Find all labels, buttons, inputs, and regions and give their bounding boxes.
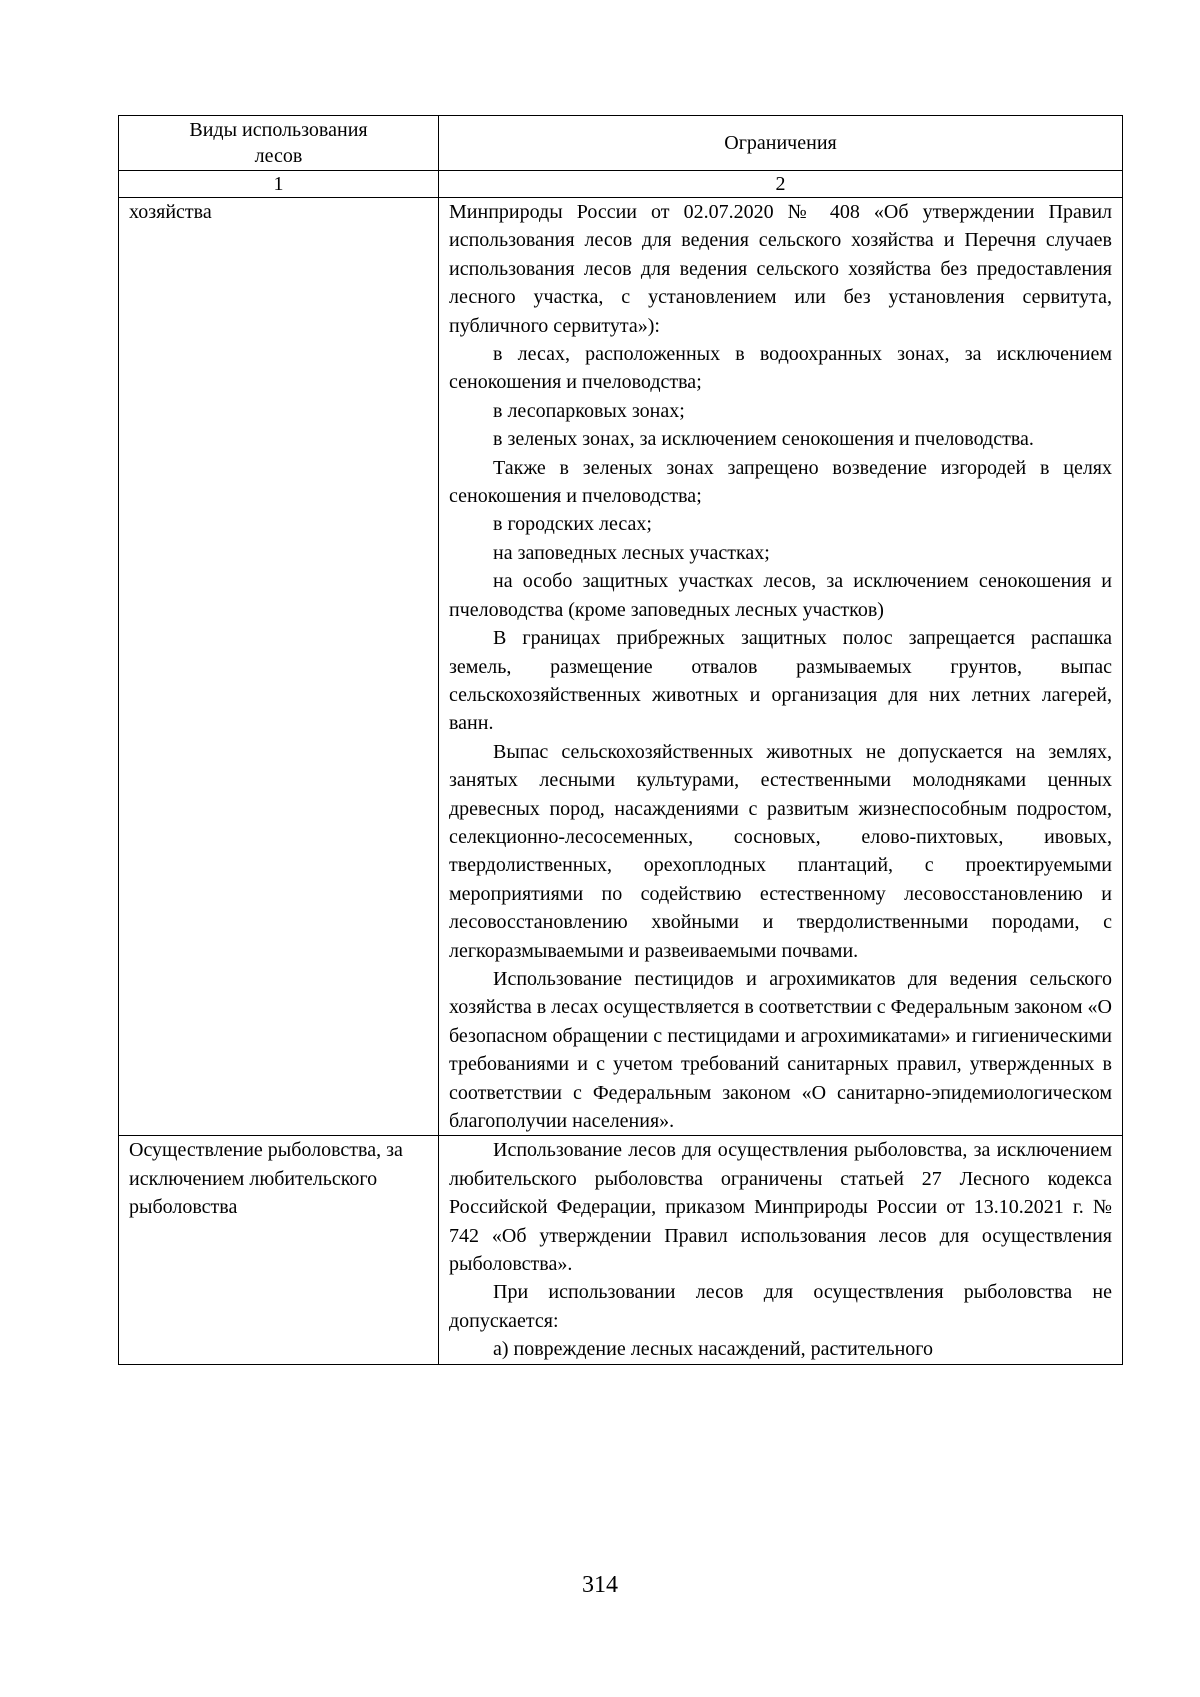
- restrictions-cell: [439, 198, 1123, 1136]
- table-row: [119, 1136, 1123, 1364]
- restriction-paragraph: в лесах, расположенных в водоохранных зонах, за исключением сенокошения и пчеловодства;: [449, 343, 1112, 394]
- restriction-paragraph: Также в зеленых зонах запрещено возведение изгородей в целях сенокошения и пчеловодства;: [449, 456, 1112, 508]
- restriction-paragraph: в городских лесах;: [493, 513, 652, 536]
- restriction-paragraph: Минприроды России от 02.07.2020 № 408 «Об утверждении Правил использования лесов для ведения сельского хозяйства и Перечня случаев использования лесов для ведения сельского хозяйства без предоставления лесного участка, с установлением или без установления сервитута, публичного сервитута»):: [449, 201, 1112, 337]
- restrictions-cell: [439, 1136, 1123, 1364]
- page-number: 314: [582, 1572, 618, 1598]
- restrictions-table: [118, 115, 1123, 1365]
- restriction-paragraph: В границах прибрежных защитных полос запрещается распашка земель, размещение отвалов размываемых грунтов, выпас сельскохозяйственных животных и организация для них летних лагерей, ванн.: [449, 627, 1112, 735]
- forest-use-cell: хозяйства: [119, 198, 439, 1136]
- header-col1-text: Виды использования лесов: [189, 119, 368, 167]
- restriction-paragraph: в зеленых зонах, за исключением сенокошения и пчеловодства.: [493, 428, 1034, 451]
- forest-use-cell: [119, 1136, 439, 1364]
- restriction-paragraph: на особо защитных участках лесов, за исключением сенокошения и пчеловодства (кроме заповедных лесных участков): [449, 570, 1112, 621]
- restriction-paragraph: Выпас сельскохозяйственных животных не допускается на землях, занятых лесными культурами, естественными молодняками ценных древесных пород, насаждениями с развитым жизнеспособным подростом, селекционно-лесосеменных, сосновых, елово-пихтовых, ивовых, твердолиственных, орехоплодных плантаций, с проектируемыми мероприятиями по содействию естественному лесовосстановлению и лесовосстановлению хвойными и твердолиственными породами, с легкоразмываемыми и развеиваемыми почвами.: [449, 740, 1112, 962]
- restriction-paragraph: Использование пестицидов и агрохимикатов для ведения сельского хозяйства в лесах осуществляется в соответствии с Федеральным законом «О безопасном обращении с пестицидами и агрохимикатами» и гигиеническими требованиями и с учетом требований санитарных правил, утвержденных в соответствии с Федеральным законом «О санитарно-эпидемиологическом благополучии населения».: [449, 967, 1112, 1132]
- restriction-paragraph: При использовании лесов для осуществления рыболовства не допускается:: [449, 1281, 1112, 1332]
- table-number-row: [119, 171, 1123, 198]
- table-header-row: [119, 116, 1123, 171]
- forest-use-text: Осуществление рыболовства, за исключением любительского рыболовства: [129, 1139, 403, 1219]
- header-restrictions: Ограничения: [439, 116, 1123, 171]
- table-row: [119, 198, 1123, 1136]
- restriction-paragraph: а) повреждение лесных насаждений, растительного: [493, 1338, 933, 1361]
- column-number-1: 1: [119, 171, 439, 198]
- restriction-paragraph: Использование лесов для осуществления рыболовства, за исключением любительского рыболовства ограничены статьей 27 Лесного кодекса Российской Федерации, приказом Минприроды России от 13.10.2021 г. № 742 «Об утверждении Правил использования лесов для осуществления рыболовства».: [449, 1139, 1112, 1276]
- column-number-2: 2: [439, 171, 1123, 198]
- header-forest-use-types: [119, 116, 439, 171]
- restriction-paragraph: в лесопарковых зонах;: [493, 399, 685, 422]
- restriction-paragraph: на заповедных лесных участках;: [493, 541, 770, 564]
